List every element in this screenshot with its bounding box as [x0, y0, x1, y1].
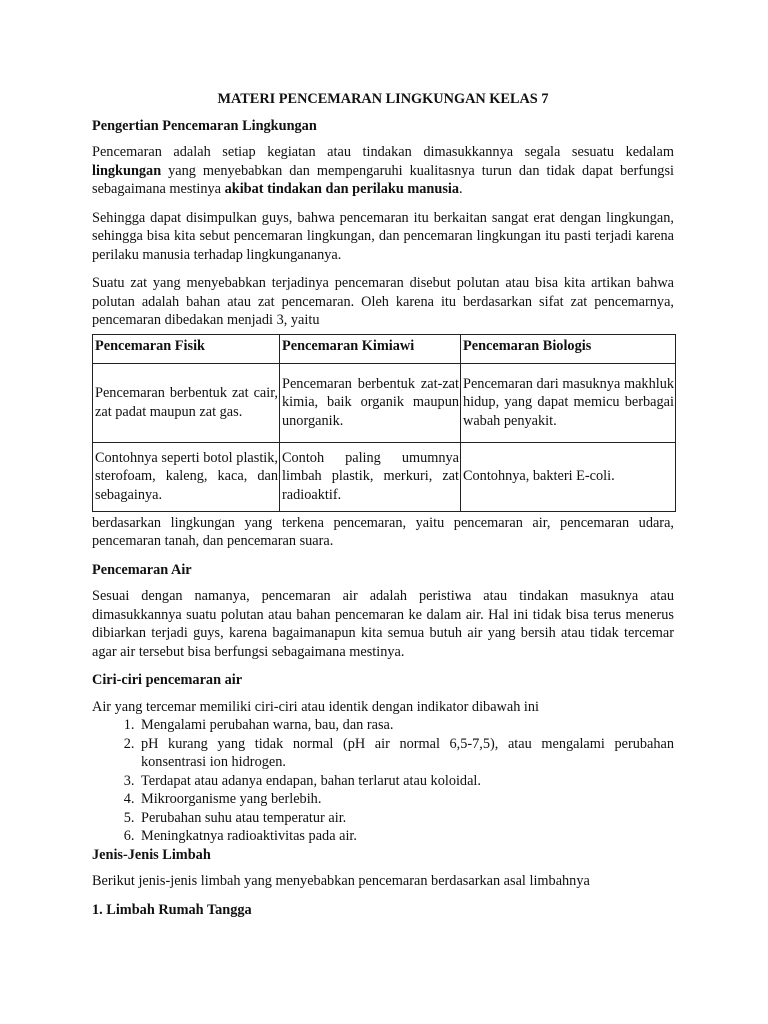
table-header-cell: Pencemaran Kimiawi	[280, 334, 461, 363]
list-item: 6. Meningkatnya radioaktivitas pada air.	[138, 827, 674, 846]
table-header-cell: Pencemaran Fisik	[93, 334, 280, 363]
list-item: 2. pH kurang yang tidak normal (pH air normal 6,5-7,5), atau mengalami perubahan konsentrasi ion hidrogen.	[138, 735, 674, 772]
list-item: 3. Terdapat atau adanya endapan, bahan terlarut atau koloidal.	[138, 772, 674, 791]
section-heading-pengertian: Pengertian Pencemaran Lingkungan	[92, 117, 317, 134]
list-item: 5. Perubahan suhu atau temperatur air.	[138, 809, 674, 828]
table-cell: Pencemaran berbentuk zat-zat kimia, baik organik maupun unorganik.	[280, 363, 461, 442]
paragraph-conclusion: Sehingga dapat disimpulkan guys, bahwa pencemaran itu berkaitan sangat erat dengan lingkungan, sehingga bisa kita sebut pencemaran lingkungan, dan pencemaran lingkungan itu pasti terjadi karena perilaku manusia terhadap lingkungananya.	[92, 209, 674, 263]
table-header-row	[93, 334, 676, 363]
paragraph-polutan: Suatu zat yang menyebabkan terjadinya pencemaran disebut polutan atau bisa kita artikan bahwa polutan adalah bahan atau zat pencemaran. Oleh karena itu berdasarkan sifat zat pencemarnya, pencemaran dibedakan menjadi 3, yaitu	[92, 275, 674, 328]
list-item: 1. Mengalami perubahan warna, bau, dan rasa.	[138, 716, 674, 735]
document-content	[92, 90, 674, 927]
paragraph-pencemaran-air: Sesuai dengan namanya, pencemaran air adalah peristiwa atau tindakan masuknya atau dimasukkannya suatu polutan atau bahan pencemaran ke dalam air. Hal ini tidak bisa terus menerus dibiarkan terjadi guys, karena bagaimanapun kita semua butuh air yang bersih atau tidak tercemar agar air tersebut bisa berfungsi sebagaimana mestinya.	[92, 588, 674, 660]
table-row	[93, 442, 676, 511]
ciri-list	[92, 716, 674, 846]
table-cell: Contoh paling umumnya limbah plastik, merkuri, zat radioaktif.	[280, 442, 461, 511]
table-header-cell: Pencemaran Biologis	[461, 334, 676, 363]
table-row	[93, 363, 676, 442]
paragraph-definition: Pencemaran adalah setiap kegiatan atau tindakan dimasukkannya segala sesuatu kedalam lingkungan yang menyebabkan dan mempengaruhi kualitasnya turun dan tidak dapat berfungsi sebagaimana mestinya akibat tindakan dan perilaku manusia.	[92, 144, 674, 197]
paragraph-ciri-intro: Air yang tercemar memiliki ciri-ciri atau identik dengan indikator dibawah ini	[92, 698, 540, 715]
section-heading-pencemaran-air: Pencemaran Air	[92, 561, 192, 578]
section-heading-ciri-ciri: Ciri-ciri pencemaran air	[92, 672, 243, 688]
table-cell: Pencemaran berbentuk zat cair, zat padat maupun zat gas.	[93, 363, 280, 442]
paragraph-after-table: berdasarkan lingkungan yang terkena pencemaran, yaitu pencemaran air, pencemaran udara, pencemaran tanah, dan pencemaran suara.	[92, 514, 674, 549]
sub-heading-limbah-rumah-tangga: 1. Limbah Rumah Tangga	[92, 901, 252, 918]
paragraph-jenis-limbah: Berikut jenis-jenis limbah yang menyebabkan pencemaran berdasarkan asal limbahnya	[92, 873, 590, 889]
table-cell: Contohnya, bakteri E-coli.	[461, 442, 676, 511]
pollution-types-table	[92, 334, 676, 512]
table-cell: Pencemaran dari masuknya makhluk hidup, yang dapat memicu berbagai wabah penyakit.	[461, 363, 676, 442]
section-heading-jenis-limbah: Jenis-Jenis Limbah	[92, 846, 211, 863]
list-item: 4. Mikroorganisme yang berlebih.	[138, 790, 674, 809]
table-cell: Contohnya seperti botol plastik, sterofoam, kaleng, kaca, dan sebagainya.	[93, 442, 280, 511]
page-title: MATERI PENCEMARAN LINGKUNGAN KELAS 7	[217, 91, 549, 107]
